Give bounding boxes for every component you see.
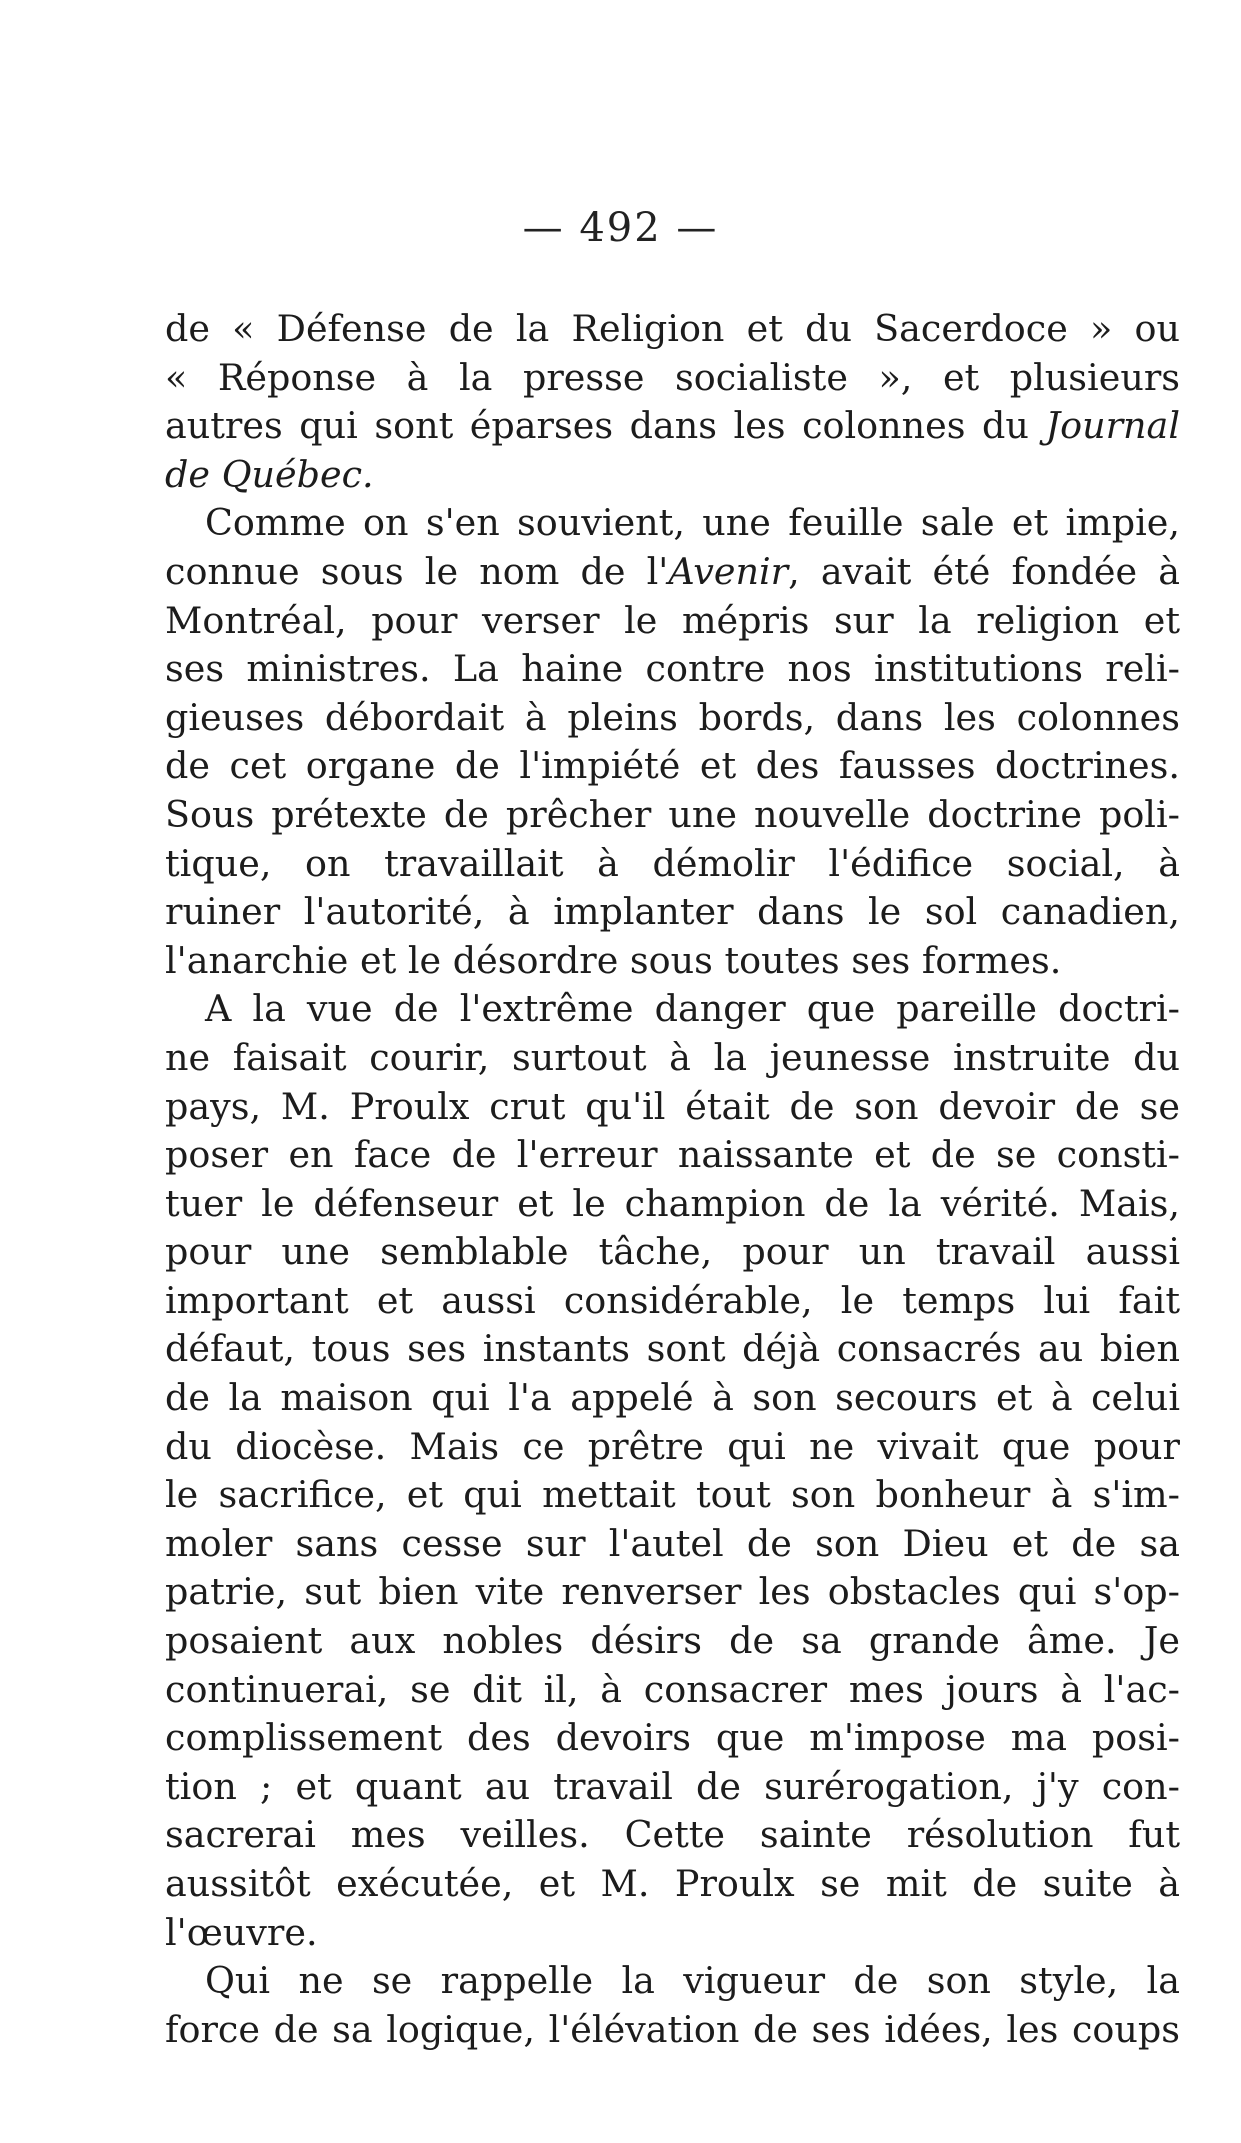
text-line (165, 1228, 1180, 1277)
text-segment: défaut, tous ses instants sont déjà consacrés au bien (165, 1327, 1180, 1371)
text-segment: le sacrifice, et qui mettait tout son bonheur à s'im- (165, 1473, 1180, 1517)
text-line (165, 1471, 1180, 1520)
text-line (165, 694, 1180, 743)
text-segment: poser en face de l'erreur naissante et de se consti- (165, 1133, 1180, 1177)
text-line (165, 402, 1180, 451)
text-line (165, 1860, 1180, 1909)
text-line (165, 1277, 1180, 1326)
text-segment: Comme on s'en souvient, une feuille sale et impie, (205, 501, 1180, 545)
text-segment: , avait été fondée à (788, 549, 1180, 593)
text-line (165, 742, 1180, 791)
text-segment: l'œuvre. (165, 1910, 318, 1954)
text-line (165, 354, 1180, 403)
text-segment: de Québec. (165, 452, 374, 496)
text-segment: moler sans cesse sur l'autel de son Dieu et de sa (165, 1521, 1180, 1565)
text-segment: Avenir (668, 549, 789, 593)
body-text (165, 305, 1180, 2054)
text-line (165, 1909, 1180, 1958)
text-line (165, 1180, 1180, 1229)
text-segment: ne faisait courir, surtout à la jeunesse instruite du (165, 1035, 1180, 1079)
text-segment: ses ministres. La haine contre nos institutions reli- (165, 647, 1180, 691)
text-segment: continuerai, se dit il, à consacrer mes jours à l'ac- (165, 1667, 1180, 1711)
text-segment: A la vue de l'extrême danger que pareille doctri- (205, 987, 1180, 1031)
text-line (165, 548, 1180, 597)
text-segment: complissement des devoirs que m'impose ma posi- (165, 1716, 1180, 1760)
text-segment: autres qui sont éparses dans les colonnes du (165, 404, 1046, 448)
text-line (165, 840, 1180, 889)
text-segment: pays, M. Proulx crut qu'il était de son devoir de se (165, 1084, 1180, 1128)
text-segment: Montréal, pour verser le mépris sur la religion et (165, 598, 1180, 642)
text-segment: Journal (1045, 404, 1180, 448)
text-segment: tion ; et quant au travail de surérogation, j'y con- (165, 1764, 1180, 1808)
text-line (165, 1325, 1180, 1374)
text-segment: tique, on travaillait à démolir l'édifice social, à (165, 841, 1180, 885)
text-segment: de « Défense de la Religion et du Sacerdoce » ou (165, 307, 1180, 350)
text-line (165, 1083, 1180, 1132)
text-segment: l'anarchie et le désordre sous toutes ses formes. (165, 938, 1062, 982)
text-line (165, 1374, 1180, 1423)
text-segment: du diocèse. Mais ce prêtre qui ne vivait que pour (165, 1424, 1180, 1468)
text-line (165, 937, 1180, 986)
text-line (165, 1131, 1180, 1180)
text-segment: gieuses débordait à pleins bords, dans les colonnes (165, 695, 1180, 739)
text-segment: patrie, sut bien vite renverser les obstacles qui s'op- (165, 1570, 1180, 1614)
text-segment: ruiner l'autorité, à implanter dans le sol canadien, (165, 890, 1180, 934)
text-line (165, 645, 1180, 694)
text-segment: aussitôt exécutée, et M. Proulx se mit de suite à (165, 1862, 1180, 1905)
text-segment: force de sa logique, l'élévation de ses idées, les coups (165, 2007, 1180, 2051)
text-line (165, 305, 1180, 354)
page-number: — 492 — (522, 205, 719, 251)
text-line (165, 791, 1180, 840)
text-line (165, 2006, 1180, 2055)
text-line (165, 1423, 1180, 1472)
text-segment: connue sous le nom de l' (165, 549, 669, 593)
text-line (165, 888, 1180, 937)
text-line (165, 1568, 1180, 1617)
text-segment: « Réponse à la presse socialiste », et plusieurs (165, 355, 1180, 399)
text-segment: posaient aux nobles désirs de sa grande âme. Je (165, 1619, 1180, 1663)
text-segment: de cet organe de l'impiété et des fausses doctrines. (165, 744, 1180, 788)
text-segment: tuer le défenseur et le champion de la vérité. Mais, (165, 1181, 1180, 1225)
text-line (165, 451, 1180, 500)
text-line (165, 1520, 1180, 1569)
text-segment: Sous prétexte de prêcher une nouvelle doctrine poli- (165, 792, 1180, 836)
text-segment: important et aussi considérable, le temps lui fait (165, 1278, 1180, 1322)
text-line (165, 1666, 1180, 1715)
text-line (165, 499, 1180, 548)
text-line (165, 1957, 1180, 2006)
text-segment: sacrerai mes veilles. Cette sainte résolution fut (165, 1813, 1180, 1857)
text-line (165, 1811, 1180, 1860)
text-line (165, 985, 1180, 1034)
text-segment: pour une semblable tâche, pour un travail aussi (165, 1230, 1180, 1274)
text-segment: Qui ne se rappelle la vigueur de son style, la (205, 1959, 1180, 2003)
text-segment: de la maison qui l'a appelé à son secours et à celui (165, 1376, 1180, 1420)
text-line (165, 1714, 1180, 1763)
text-line (165, 1617, 1180, 1666)
text-line (165, 1034, 1180, 1083)
text-line (165, 1763, 1180, 1812)
text-line (165, 597, 1180, 646)
